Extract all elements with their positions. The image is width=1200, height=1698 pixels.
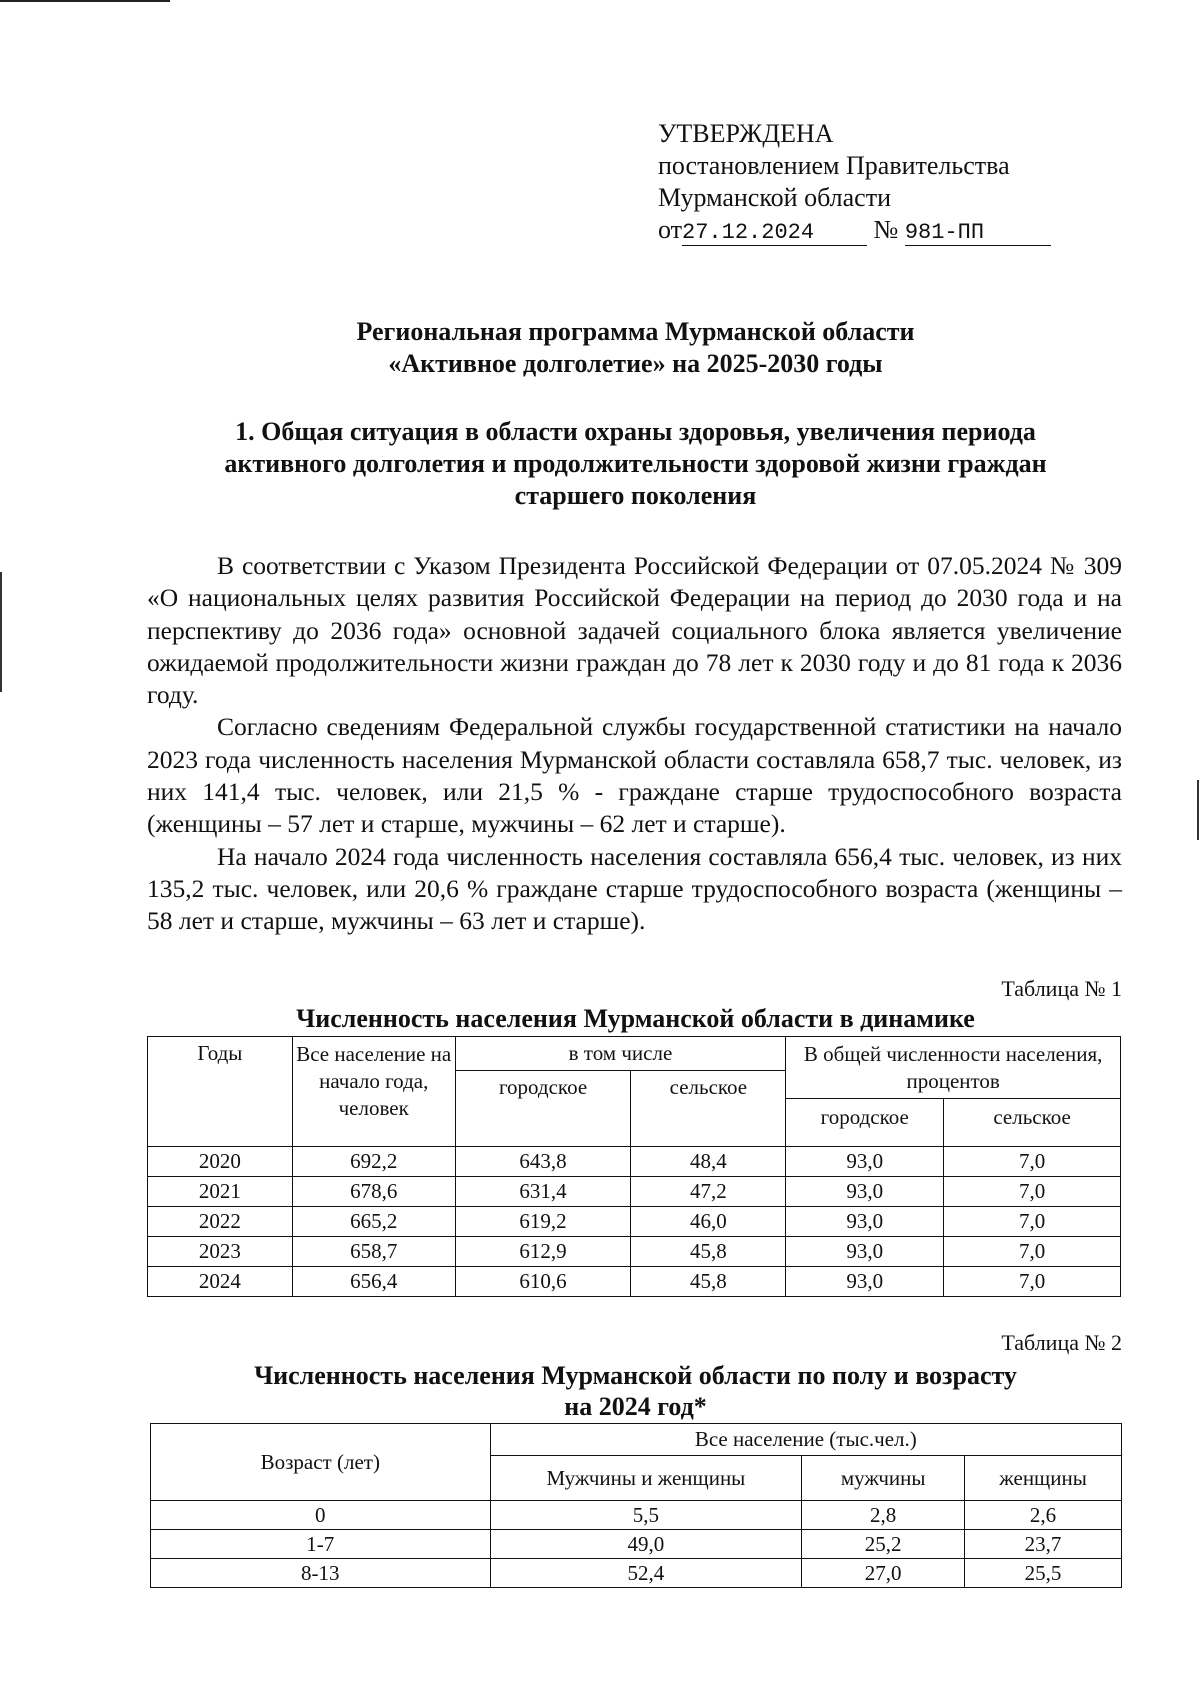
approval-date-line xyxy=(658,214,1051,246)
cell-age: 8-13 xyxy=(151,1559,491,1588)
section-heading-line: активного долголетия и продолжительности здоровой жизни граждан xyxy=(224,449,1047,478)
header-women: женщины xyxy=(965,1456,1122,1501)
header-share: В общей численности населения, процентов xyxy=(786,1037,1121,1099)
header-all: Все население (тыс.чел.) xyxy=(490,1424,1121,1456)
header-urban: городское xyxy=(455,1071,631,1147)
cell-urban: 612,9 xyxy=(455,1237,631,1267)
cell-rural: 46,0 xyxy=(631,1207,786,1237)
cell-total: 658,7 xyxy=(292,1237,455,1267)
cell-total: 692,2 xyxy=(292,1147,455,1177)
table-row xyxy=(151,1530,1122,1559)
approval-title: УТВЕРЖДЕНА xyxy=(658,119,834,148)
cell-total: 678,6 xyxy=(292,1177,455,1207)
cell-urban: 643,8 xyxy=(455,1147,631,1177)
header-share-urban: городское xyxy=(786,1099,944,1147)
cell-rural: 47,2 xyxy=(631,1177,786,1207)
section-heading xyxy=(147,416,1124,512)
number-value: 981-ПП xyxy=(904,220,985,245)
cell-share-rural: 7,0 xyxy=(944,1237,1121,1267)
cell-year: 2023 xyxy=(148,1237,293,1267)
cell-urban: 619,2 xyxy=(455,1207,631,1237)
paragraph: Согласно сведениям Федеральной службы государственной статистики на начало 2023 года численность населения Мурманской области составляла 658,7 тыс. человек, из них 141,4 тыс. человек, или 21,5 % - граждане старше трудоспособного возраста (женщины – 57 лет и старше, мужчины – 62 лет и старше). xyxy=(147,712,1122,839)
cell-total: 665,2 xyxy=(292,1207,455,1237)
paragraph: В соответствии с Указом Президента Российской Федерации от 07.05.2024 № 309 «О национальных целях развития Российской Федерации на период до 2030 года и на перспективу до 2036 года» основной задачей социального блока является увеличение ожидаемой продолжительности жизни граждан до 78 лет к 2030 году и до 81 года к 2036 году. xyxy=(147,551,1122,710)
cell-age: 1-7 xyxy=(151,1530,491,1559)
table1-title: Численность населения Мурманской области в динамике xyxy=(296,1004,975,1033)
cell-share-urban: 93,0 xyxy=(786,1267,944,1297)
table2-title xyxy=(147,1360,1124,1422)
cell-urban: 610,6 xyxy=(455,1267,631,1297)
table-row xyxy=(151,1501,1122,1530)
table2-label: Таблица № 2 xyxy=(1001,1330,1122,1355)
date-field xyxy=(682,218,867,246)
date-value: 27.12.2024 xyxy=(682,220,815,245)
cell-both: 52,4 xyxy=(490,1559,802,1588)
number-prefix: № xyxy=(873,215,899,244)
table1-label: Таблица № 1 xyxy=(1001,976,1122,1001)
header-years: Годы xyxy=(148,1037,293,1147)
number-field xyxy=(905,218,1051,246)
cell-share-rural: 7,0 xyxy=(944,1147,1121,1177)
cell-women: 23,7 xyxy=(965,1530,1122,1559)
program-title-line: Региональная программа Мурманской области xyxy=(356,317,915,346)
table-row xyxy=(148,1207,1121,1237)
header-age: Возраст (лет) xyxy=(151,1424,491,1501)
header-men: мужчины xyxy=(802,1456,965,1501)
scan-top-line xyxy=(0,0,170,2)
date-prefix: от xyxy=(658,215,683,244)
cell-share-urban: 93,0 xyxy=(786,1147,944,1177)
approval-line: постановлением Правительства xyxy=(658,151,1010,180)
program-title xyxy=(147,316,1124,380)
cell-rural: 45,8 xyxy=(631,1267,786,1297)
cell-share-rural: 7,0 xyxy=(944,1207,1121,1237)
cell-year: 2020 xyxy=(148,1147,293,1177)
program-title-line: «Активное долголетие» на 2025-2030 годы xyxy=(388,349,883,378)
scan-edge-mark xyxy=(1197,780,1199,840)
cell-share-urban: 93,0 xyxy=(786,1237,944,1267)
header-both: Мужчины и женщины xyxy=(490,1456,802,1501)
cell-men: 27,0 xyxy=(802,1559,965,1588)
header-rural: сельское xyxy=(631,1071,786,1147)
cell-age: 0 xyxy=(151,1501,491,1530)
body-text xyxy=(147,550,1122,938)
table2-title-line: на 2024 год* xyxy=(564,1392,707,1421)
paragraph: На начало 2024 года численность населения составляла 656,4 тыс. человек, из них 135,2 тыс. человек, или 20,6 % граждане старше трудоспособного возраста (женщины – 58 лет и старше, мужчины – 63 лет и старше). xyxy=(147,841,1122,936)
cell-total: 656,4 xyxy=(292,1267,455,1297)
cell-both: 49,0 xyxy=(490,1530,802,1559)
population-age-sex-table xyxy=(150,1423,1122,1588)
cell-men: 2,8 xyxy=(802,1501,965,1530)
table-row xyxy=(148,1237,1121,1267)
approval-line: Мурманской области xyxy=(658,183,891,212)
cell-share-urban: 93,0 xyxy=(786,1177,944,1207)
table-row xyxy=(151,1559,1122,1588)
approval-block xyxy=(658,118,1051,246)
cell-rural: 45,8 xyxy=(631,1237,786,1267)
header-total: Все население на начало года, человек xyxy=(292,1037,455,1147)
population-dynamics-table xyxy=(147,1036,1121,1297)
table-row xyxy=(148,1147,1121,1177)
section-heading-line: 1. Общая ситуация в области охраны здоровья, увеличения периода xyxy=(235,417,1036,446)
table-row xyxy=(148,1267,1121,1297)
section-heading-line: старшего поколения xyxy=(514,481,757,510)
cell-share-urban: 93,0 xyxy=(786,1207,944,1237)
cell-year: 2021 xyxy=(148,1177,293,1207)
cell-urban: 631,4 xyxy=(455,1177,631,1207)
cell-year: 2024 xyxy=(148,1267,293,1297)
cell-women: 2,6 xyxy=(965,1501,1122,1530)
cell-men: 25,2 xyxy=(802,1530,965,1559)
cell-both: 5,5 xyxy=(490,1501,802,1530)
scan-edge-mark xyxy=(0,572,2,692)
cell-women: 25,5 xyxy=(965,1559,1122,1588)
header-share-rural: сельское xyxy=(944,1099,1121,1147)
cell-share-rural: 7,0 xyxy=(944,1177,1121,1207)
header-including: в том числе xyxy=(455,1037,786,1071)
table-row xyxy=(148,1177,1121,1207)
cell-share-rural: 7,0 xyxy=(944,1267,1121,1297)
cell-rural: 48,4 xyxy=(631,1147,786,1177)
cell-year: 2022 xyxy=(148,1207,293,1237)
table2-title-line: Численность населения Мурманской области по полу и возрасту xyxy=(254,1361,1017,1390)
